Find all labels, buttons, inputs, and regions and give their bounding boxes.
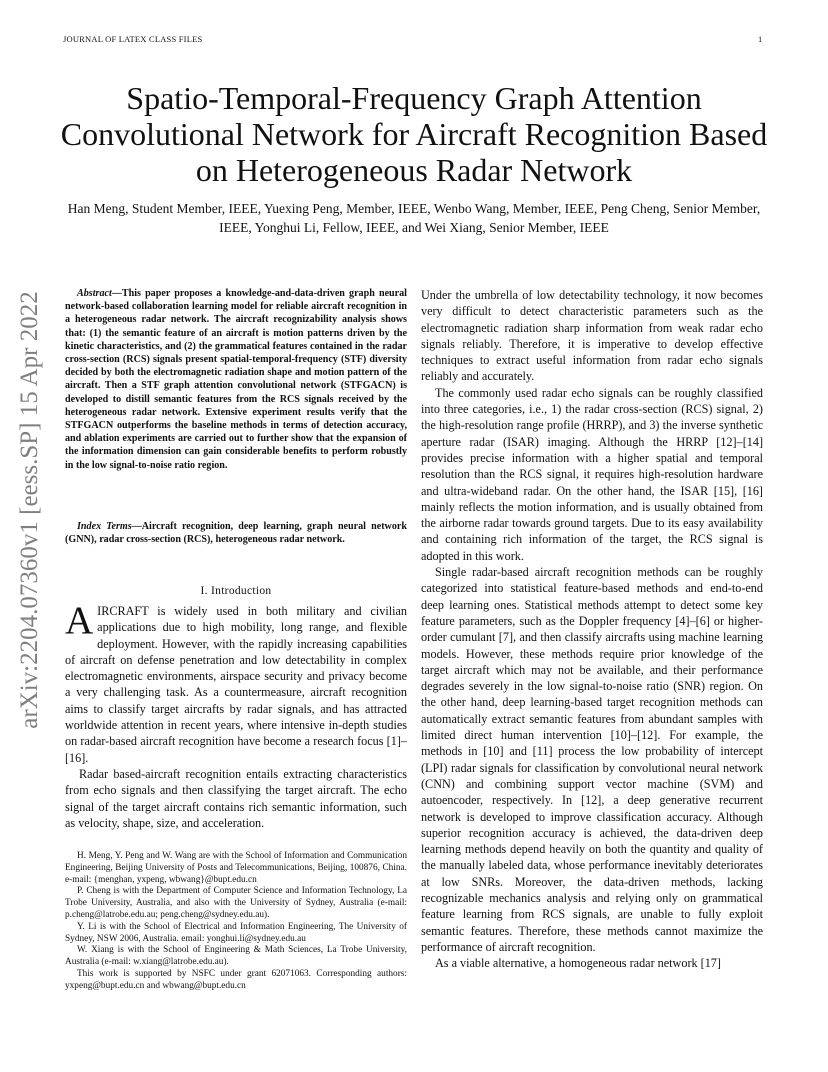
footnotes <box>65 851 407 993</box>
arxiv-stamp-text: arXiv:2204.07360v1 [eess.SP] 15 Apr 2022 <box>16 291 43 729</box>
abstract <box>65 287 407 472</box>
right-column <box>421 287 763 971</box>
footnote-affiliation-xiang: W. Xiang is with the School of Engineering & Math Sciences, La Trobe University, Australia (e-mail: w.xiang@latrobe.edu.au). <box>65 945 407 968</box>
right-paragraph-1: Under the umbrella of low detectability technology, it now becomes very difficult to detect characteristic parameters such as the electromagnetic radiation sharp information from weak radar echo signals reliably. Therefore, it is imperative to develop effective techniques to extract useful information from radar echo signals reliably and accurately. <box>421 288 763 384</box>
footnote-funding: This work is supported by NSFC under grant 62071063. Corresponding authors: yxpeng@bupt.edu.cn and wbwang@bupt.edu.cn <box>65 968 407 991</box>
index-terms-text: —Aircraft recognition, deep learning, graph neural network (GNN), radar cross-section (RCS), heterogeneous radar network. <box>65 521 407 546</box>
author-list: Han Meng, Student Member, IEEE, Yuexing Peng, Member, IEEE, Wenbo Wang, Member, IEEE, Peng Cheng, Senior Member, IEEE, Yonghui Li, Fellow, IEEE, and Wei Xiang, Senior Member, IEEE <box>67 201 761 235</box>
section-heading: I. Introduction <box>200 585 272 597</box>
footnote-affiliation-sydney: Y. Li is with the School of Electrical and Information Engineering, The University of Sydney, NSW 2006, Australia. email: yonghui.li@sydney.edu.au <box>65 921 407 944</box>
right-paragraph-3: Single radar-based aircraft recognition methods can be roughly categorized into statistical feature-based methods and end-to-end deep learning ones. Statistical methods attempt to detect some key feature parameters, such as the Doppler frequency [4]–[6] or higher-order cumulant [7], and then classify aircrafts using machine learning models. However, these methods require prior knowledge of the target aircraft which may not be available, and their performance degrades severely in the low signal-to-noise ratio (SNR) region. On the other hand, deep learning-based target recognition methods can automatically extract semantic features from abundant samples with limited direct human intervention [10]–[12]. For example, the methods in [10] and [11] process the low probability of intercept (LPI) radar signals for classification by convolutional neural network (CNN) and combining support vector machine (SVM) and autoencoder, respectively. In [12], a deep generative recurrent network is developed to improve classification accuracy. Although superior recognition accuracy is achieved, the data-driven deep learning methods depend heavily on both the quantity and quality of the manually labeled data, whose performance inevitably deteriorates at low SNRs. Moreover, the data-driven methods, lacking recognizable mechanics analysis and relying only on grammatical feature learning from RCS signals, are unable to fully exploit semantic features. Therefore, these methods cannot maximize the performance of aircraft recognition. <box>421 565 763 954</box>
journal-header: JOURNAL OF LATEX CLASS FILES <box>63 34 203 44</box>
right-paragraph-2: The commonly used radar echo signals can be roughly classified into three categories, i.e., 1) the radar cross-section (RCS) signal, 2) the high-resolution range profile (HRRP), and 3) the inverse synthetic aperture radar (ISAR) imaging. Although the HRRP [12]–[14] provides precise information with a higher spatial and temporal resolution than the RCS signal, it requires high-resolution hardware and ultra-wideband radar. On the other hand, the ISAR [15], [16] mainly reflects the motion information, and is usually obtained from the airborne radar towards ground targets. Due to its easy availability and containing rich information of the target, the RCS signal is adopted in this work. <box>421 385 763 563</box>
introduction-body <box>65 599 407 831</box>
intro-paragraph-2: Radar based-aircraft recognition entails extracting characteristics from echo signals and then classifying the target aircraft. The echo signal of the target aircraft contains rich semantic information, such as velocity, shape, size, and acceleration. <box>65 766 407 830</box>
right-paragraph-4: As a viable alternative, a homogeneous radar network [17] <box>435 956 721 971</box>
paper-title: Spatio-Temporal-Frequency Graph Attention Convolutional Network for Aircraft Recognition Based on Heterogeneous Radar Network <box>60 80 768 188</box>
intro-paragraph-1 <box>65 599 407 766</box>
index-terms-label: Index Terms <box>77 521 132 532</box>
footnote-affiliation-bupt: H. Meng, Y. Peng and W. Wang are with the School of Information and Communication Engineering, Beijing University of Posts and Telecommunications, Beijing, 100876, China. e-mail: {menghan, yxpeng, wbwang}@bupt.edu.cn <box>65 851 407 885</box>
arxiv-stamp <box>0 240 60 780</box>
abstract-text: —This paper proposes a knowledge-and-data-driven graph neural network-based collaboration learning model for reliable aircraft recognition in a heterogeneous radar network. The aircraft recognizability analysis shows that: (1) the semantic feature of an aircraft is motion patterns driven by the kinetic characteristics, and (2) the grammatical features contained in the radar cross-section (RCS) signals present spatial-temporal-frequency (STF) diversity decided by both the electromagnetic radiation shape and motion pattern of the aircraft. Then a STF graph attention convolutional network (STFGACN) is developed to distill semantic features from the RCS signals received by the heterogeneous radar network. Extensive experiment results verify that the STFGACN outperforms the baseline methods in terms of detection accuracy, and ablation experiments are carried out to further show that the expansion of the information dimension can gain considerable benefits to perform robustly in the low signal-to-noise ratio region. <box>65 288 407 471</box>
footnote-affiliation-latrobe: P. Cheng is with the Department of Computer Science and Information Technology, La Trobe University, Australia, and also with the University of Sydney, Australia (e-mail: p.cheng@latrobe.edu.au; peng.cheng@sydney.edu.au). <box>65 886 407 920</box>
drop-cap: A <box>65 599 94 642</box>
page-number: 1 <box>758 34 763 44</box>
abstract-label: Abstract <box>77 288 112 299</box>
intro-paragraph-1-text: IRCRAFT is widely used in both military and civilian applications due to high mobility, long range, and flexible deployment. However, with the rapidly increasing capabilities of aircraft on defense penetration and low detectability in complex electromagnetic environments, airspace security and privacy become a very challenging task. As a countermeasure, aircraft recognition aims to classify target aircrafts by radar signals, and has attracted worldwide attention in recent years, where intensive in-depth studies on radar-based aircraft recognition have become a research focus [1]–[16]. <box>65 604 407 765</box>
index-terms <box>65 520 407 546</box>
